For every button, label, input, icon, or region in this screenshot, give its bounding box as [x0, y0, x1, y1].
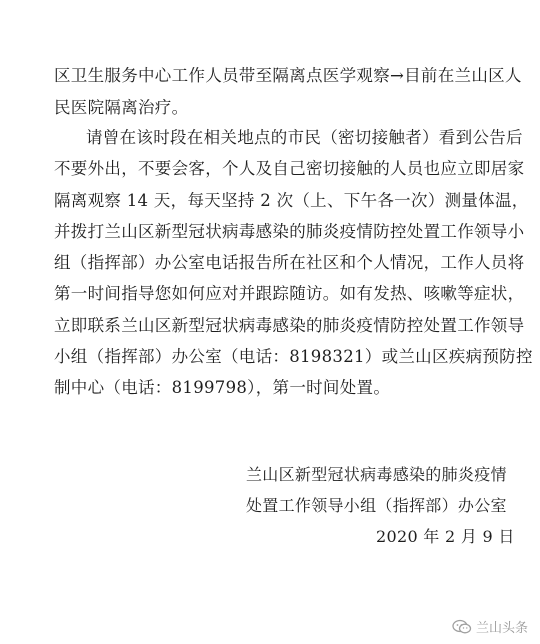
body-line: 隔离观察 14 天，每天坚持 2 次（上、下午各一次）测量体温， — [54, 191, 529, 210]
source-watermark — [452, 617, 528, 636]
body-line: 小组（指挥部）办公室（电话：8198321）或兰山区疾病预防控 — [54, 347, 533, 366]
body-line: 立即联系兰山区新型冠状病毒感染的肺炎疫情防控处置工作领导 — [54, 316, 525, 335]
signature-organization-line1: 兰山区新型冠状病毒感染的肺炎疫情 — [246, 465, 507, 484]
body-line: 制中心（电话：8199798），第一时间处置。 — [54, 378, 391, 397]
watermark-label: 兰山头条 — [475, 621, 528, 636]
body-line: 不要外出，不要会客，个人及自己密切接触的人员也应立即居家 — [54, 159, 525, 178]
signature-date: 2020 年 2 月 9 日 — [376, 527, 515, 546]
signature-organization-line2: 处置工作领导小组（指挥部）办公室 — [246, 496, 507, 515]
body-line: 组（指挥部）办公室电话报告所在社区和个人情况，工作人员将 — [54, 253, 525, 272]
body-line: 请曾在该时段在相关地点的市民（密切接触者）看到公告后 — [86, 128, 523, 147]
body-line: 区卫生服务中心工作人员带至隔离点医学观察→目前在兰山区人 — [54, 66, 522, 85]
body-line: 第一时间指导您如何应对并跟踪随访。如有发热、咳嗽等症状， — [54, 284, 525, 303]
body-line: 并拨打兰山区新型冠状病毒感染的肺炎疫情防控处置工作领导小 — [54, 222, 525, 241]
body-line: 民医院隔离治疗。 — [54, 98, 189, 117]
wechat-icon — [452, 619, 472, 635]
